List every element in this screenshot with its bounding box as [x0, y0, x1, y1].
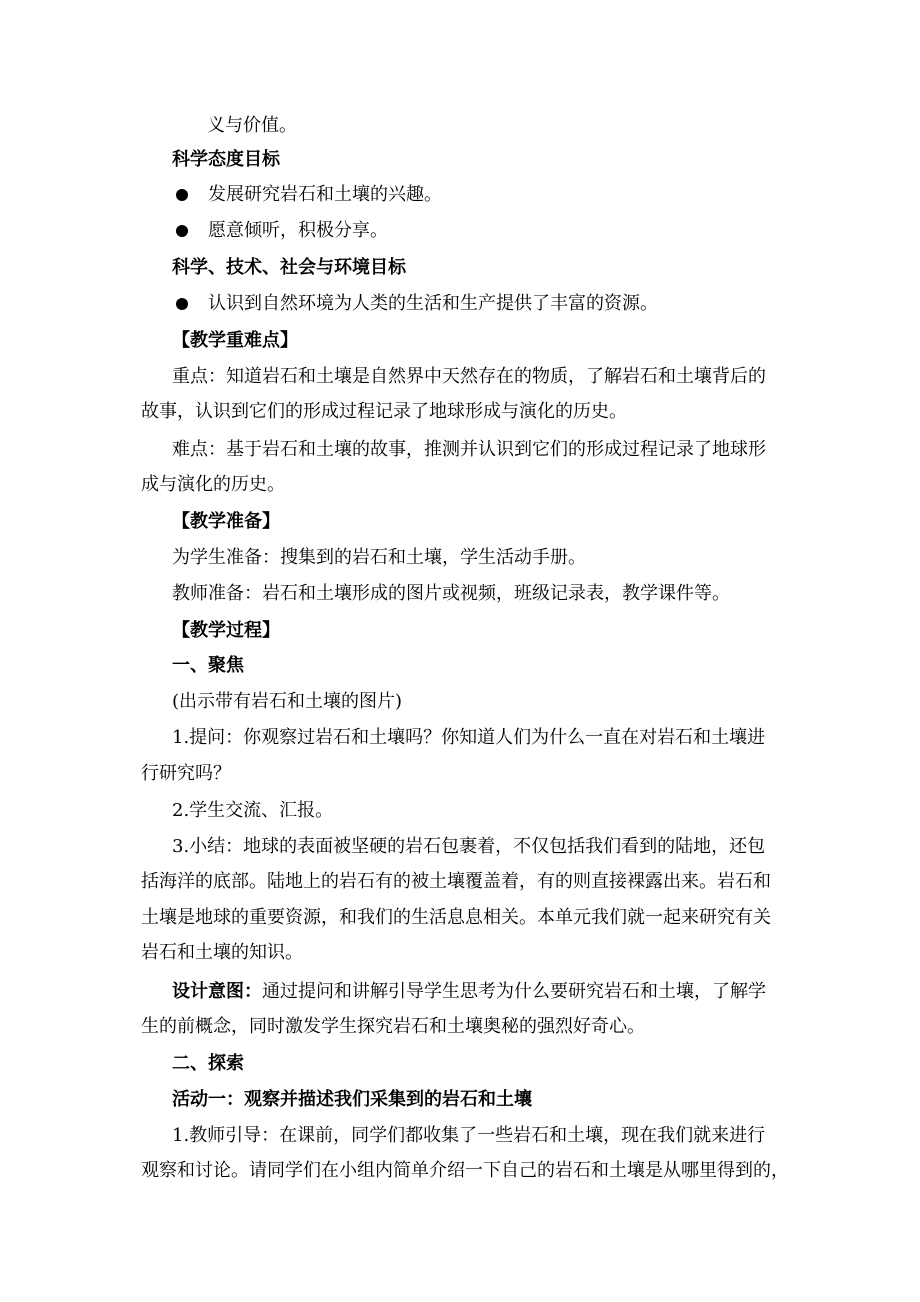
- paragraph-line: 生的前概念，同时激发学生探究岩石和土壤奥秘的强烈好奇心。: [141, 1016, 645, 1037]
- paragraph-line: 成与演化的历史。: [141, 474, 285, 495]
- section-heading-sts: 科学、技术、社会与环境目标: [172, 257, 406, 278]
- paragraph-line: 1.提问：你观察过岩石和土壤吗？你知道人们为什么一直在对岩石和土壤进: [172, 727, 766, 748]
- bullet-dot-icon: [176, 298, 188, 310]
- paragraph-line: 2.学生交流、汇报。: [172, 800, 334, 821]
- paragraph-line: 3.小结：地球的表面被坚硬的岩石包裹着，不仅包括我们看到的陆地，还包: [172, 836, 766, 857]
- paragraph-line: 观察和讨论。请同学们在小组内简单介绍一下自己的岩石和土壤是从哪里得到的，: [141, 1160, 789, 1181]
- paragraph-line: 括海洋的底部。陆地上的岩石有的被土壤覆盖着，有的则直接裸露出来。岩石和: [141, 871, 771, 892]
- section-heading-attitude: 科学态度目标: [172, 149, 280, 170]
- section-heading-key-points: 【教学重难点】: [172, 330, 298, 351]
- subsection-heading-explore: 二、探索: [172, 1053, 244, 1074]
- paragraph-line: 土壤是地球的重要资源，和我们的生活息息相关。本单元我们就一起来研究有关: [141, 907, 771, 928]
- bullet-dot-icon: [176, 189, 188, 201]
- paragraph-line: 1.教师引导：在课前，同学们都收集了一些岩石和土壤，现在我们就来进行: [172, 1125, 766, 1146]
- paragraph-line: 行研究吗？: [141, 763, 231, 784]
- activity-heading: 活动一：观察并描述我们采集到的岩石和土壤: [172, 1089, 532, 1110]
- paragraph-line: 义与价值。: [207, 115, 297, 136]
- bullet-item: 认识到自然环境为人类的生活和生产提供了丰富的资源。: [208, 293, 658, 314]
- paragraph-line: 难点：基于岩石和土壤的故事，推测并认识到它们的形成过程记录了地球形: [172, 439, 766, 460]
- paragraph-line: 重点：知道岩石和土壤是自然界中天然存在的物质，了解岩石和土壤背后的: [172, 366, 766, 387]
- paragraph-line: 为学生准备：搜集到的岩石和土壤，学生活动手册。: [172, 547, 586, 568]
- section-heading-process: 【教学过程】: [172, 620, 280, 641]
- bullet-item: 发展研究岩石和土壤的兴趣。: [208, 184, 442, 205]
- design-intent-paragraph: [172, 981, 766, 1003]
- bullet-dot-icon: [176, 225, 188, 237]
- paragraph-line: 教师准备：岩石和土壤形成的图片或视频，班级记录表，教学课件等。: [172, 583, 730, 604]
- subsection-heading-focus: 一、聚焦: [172, 655, 244, 676]
- design-intent-text: 通过提问和讲解引导学生思考为什么要研究岩石和土壤，了解学: [262, 981, 766, 1002]
- bullet-item: 愿意倾听，积极分享。: [208, 220, 388, 241]
- paragraph-line: 岩石和土壤的知识。: [141, 942, 303, 963]
- paragraph-line: 故事，认识到它们的形成过程记录了地球形成与演化的历史。: [141, 401, 627, 422]
- design-intent-label: 设计意图：: [172, 981, 262, 1002]
- paragraph-line: (出示带有岩石和土壤的图片): [172, 691, 403, 712]
- section-heading-preparation: 【教学准备】: [172, 511, 280, 532]
